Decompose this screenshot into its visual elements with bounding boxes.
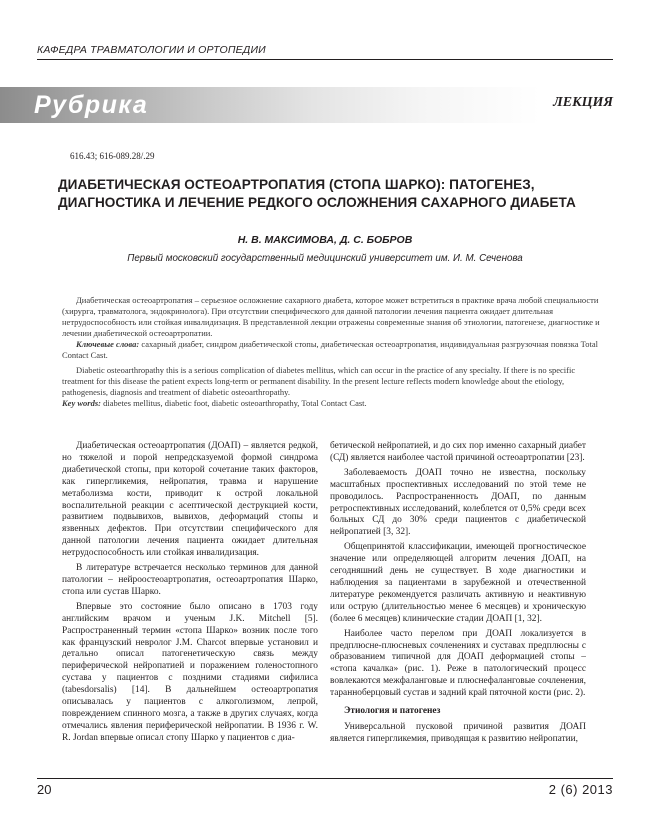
department-header: КАФЕДРА ТРАВМАТОЛОГИИ И ОРТОПЕДИИ (37, 44, 266, 56)
rubric-label: Рубрика (34, 91, 149, 119)
section-label: ЛЕКЦИЯ (553, 95, 613, 110)
keywords-russian (62, 339, 600, 361)
body-paragraph: Общепринятой классификации, имеющей прогностическое значение или определяющей алгоритм лечения ДОАП, на сегодняшний день не существует. В ходе диагностики и наблюдения за пациентами в зарубежной и отечественной литературе рекомендуется различать активную и неактивную или острую (длительностью менее 6 месяцев) и хроническую (более 6 месяцев) клинические стадии ДОАП [1, 32]. (330, 542, 586, 624)
abstract-english (62, 365, 600, 409)
body-paragraph-continuation: бетической нейропатией, и до сих пор именно сахарный диабет (СД) является наиболее частой причиной остеоартропатии [23]. (330, 441, 586, 463)
keywords-russian-label: Ключевые слова: (76, 338, 140, 349)
body-column-right (330, 441, 586, 749)
body-paragraph: В литературе встречается несколько терминов для данной патологии – нейроостеоартропатия, остеоартропатия Шарко, стопа или сустав Шарко. (62, 563, 318, 597)
page-number: 20 (37, 782, 52, 797)
abstract-english-text: Diabetic osteoarthropathy this is a serious complication of diabetes mellitus, which can occur in the practice of any specialty. If there is no specific treatment for this disease the patient expects long-term or permanent disability. In the present lecture reflects modern knowledge about the etiology, pathogenesis, diagnosis and treatment of diabetic osteoarthropathy. (62, 365, 576, 397)
udc-code: 616.43; 616-089.28/.29 (70, 151, 155, 161)
abstract-russian (62, 295, 600, 360)
keywords-russian-list: сахарный диабет, синдром диабетической стопы, диабетическая остеоартропатия, индивидуальная разгрузочная повязка Total Contact Cast. (62, 338, 599, 360)
author-affiliation: Первый московский государственный медицинский университет им. И. М. Сеченова (127, 253, 523, 264)
body-column-left (62, 441, 318, 748)
abstract-russian-text: Диабетическая остеоартропатия – серьезное осложнение сахарного диабета, которое может встретиться в практике врача любой специальности (хирурга, травматолога, эндокринолога). При отсутствии специфического для данной патологии лечения пациента ожидает длительная нетрудоспособность или стойкая инвалидизация. В представленной лекции отражены современные знания об этиологии, патогенезе, диагностике и лечении диабетической остеоартропатии. (62, 295, 600, 338)
journal-issue: 2 (6) 2013 (548, 782, 613, 797)
header-rule (37, 59, 613, 60)
footer-rule (37, 778, 613, 779)
article-authors: Н. В. МАКСИМОВА, Д. С. БОБРОВ (237, 234, 413, 246)
body-paragraph: Заболеваемость ДОАП точно не известна, поскольку масштабных проспективных исследований по этой теме не проводилось. Распространенность ДОАП, по данным ретроспективных исследований, колеблется от 0,5% среди всех больных СД до 30% среди пациентов с диабетической нейропатией [3, 32]. (330, 467, 586, 538)
keywords-english-label: Key words: (62, 397, 101, 408)
body-paragraph: Диабетическая остеоартропатия (ДОАП) – является редкой, но тяжелой и порой непредсказуемой формой синдрома диабетической стопы, при которой сочетание таких факторов, как гипергликемия, нейропатия, травма и нарушение метаболизма кости, приводит к острой локальной воспалительной реакции с асептической деструкцией кости, развитием подвывихов, вывихов, деформаций стопы и язвенных дефектов. При отсутствии специфического для данной патологии лечения пациента ожидает длительная нетрудоспособность или стойкая инвалидизация. (62, 441, 318, 559)
keywords-english-list: diabetes mellitus, diabetic foot, diabetic osteoarthropathy, Total Contact Cast. (103, 397, 367, 408)
body-paragraph: Универсальной пусковой причиной развития ДОАП является гипергликемия, приводящая к развитию нейропатии, (330, 721, 586, 744)
section-heading: Этиология и патогенез (344, 706, 441, 717)
body-paragraph: Впервые это состояние было описано в 1703 году английским врачом и ученым J.K. Mitchell [5]. Распространенный термин «стопа Шарко» возник после того как французский невролог J.M. Charcot впервые установил и детально описал патогенетическую связь между периферической нейропатией и поражением голеностопного сустава у пациентов с поздними стадиями сифилиса (tabesdorsalis) [14]. В дальнейшем остеоартропатия описывалась у пациентов с алкоголизмом, лепрой, повреждением спинного мозга, а также в других случаях, когда отмечались явления периферической нейропатии. В 1936 г. W. R. Jordan впервые описал стопу Шарко у пациентов с диа- (62, 601, 318, 743)
keywords-english (62, 398, 600, 409)
article-title: ДИАБЕТИЧЕСКАЯ ОСТЕОАРТРОПАТИЯ (СТОПА ШАРКО): ПАТОГЕНЕЗ, ДИАГНОСТИКА И ЛЕЧЕНИЕ РЕДКОГО ОСЛОЖНЕНИЯ САХАРНОГО ДИАБЕТА (58, 177, 576, 210)
body-paragraph: Наиболее часто перелом при ДОАП локализуется в предплюсне-плюсневых сочленениях и суставах предплюсны с образованием типичной для ДОАП деформацией стопы – «стопа качалка» (рис. 1). Реже в патологический процесс вовлекаются межфаланговые и плюснефаланговые сочленения, таранноберцовый сустав и задний край пяточной кости (рис. 2). (330, 628, 586, 699)
